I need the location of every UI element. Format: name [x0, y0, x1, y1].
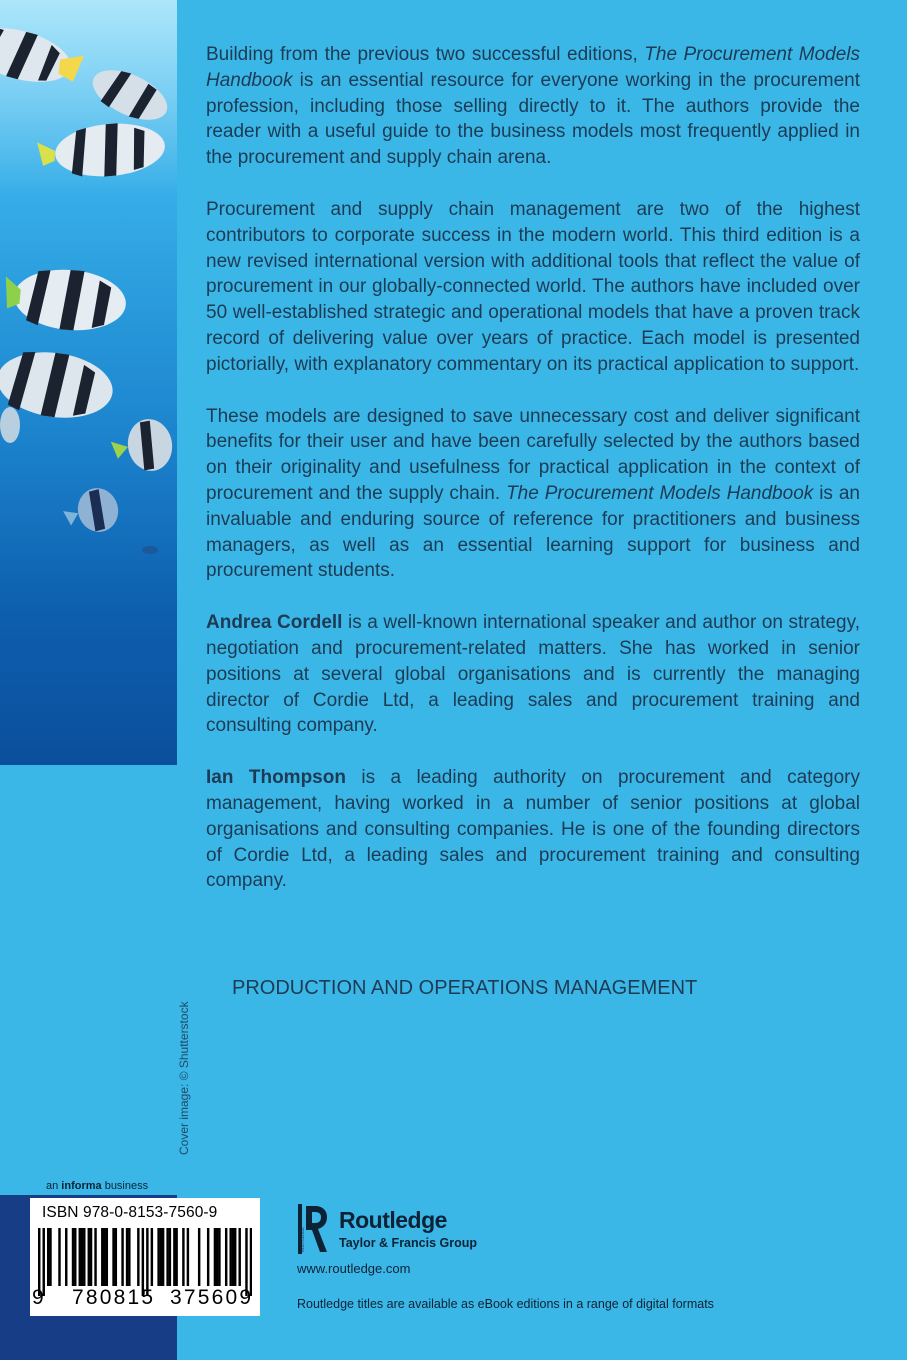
- routledge-logo-icon: [296, 1204, 330, 1254]
- barcode-bar: [169, 1228, 171, 1286]
- publisher-group: Taylor & Francis Group: [339, 1236, 477, 1250]
- barcode-bar: [74, 1228, 76, 1286]
- barcode-bar: [187, 1228, 189, 1286]
- barcode-bar: [115, 1228, 117, 1286]
- isbn-label: ISBN 978-0-8153-7560-9: [42, 1204, 218, 1221]
- barcode-bar: [121, 1228, 123, 1286]
- cover-photo-fish: [0, 0, 177, 765]
- barcode-bar: [216, 1228, 218, 1286]
- barcode-bar: [162, 1228, 164, 1286]
- author-name: Ian Thompson: [206, 767, 346, 789]
- barcode-bar: [65, 1228, 67, 1286]
- informa-tagline: [46, 1180, 148, 1192]
- left-panel: [0, 0, 177, 1360]
- barcode-bar: [198, 1228, 200, 1286]
- ebook-note: Routledge titles are available as eBook editions in a range of digital formats: [297, 1297, 714, 1311]
- barcode-bar: [47, 1228, 49, 1286]
- blurb-paragraph-2: Procurement and supply chain management are two of the highest contributors to corporate success in the modern world. This third edition is a new revised international version with additional tools that reflect the value of procurement in our globally-connected world. The authors have included over 50 well-established strategic and operational models that have a proven track record of delivering value over years of practice. Each model is presented pictorially, with explanatory commentary on its practical application to support.: [206, 198, 860, 375]
- informa-brand: informa: [61, 1180, 102, 1192]
- barcode-digits: [30, 1286, 260, 1312]
- barcode-bar: [103, 1228, 105, 1286]
- barcode-bar: [88, 1228, 90, 1286]
- barcode-bar: [238, 1228, 240, 1286]
- barcode-bar: [106, 1228, 108, 1286]
- barcode-bar: [112, 1228, 114, 1286]
- barcode-bar: [229, 1228, 231, 1286]
- barcode-bar: [126, 1228, 128, 1286]
- barcode-bar: [157, 1228, 159, 1286]
- barcode-bar: [225, 1228, 227, 1286]
- barcode-bar: [72, 1228, 74, 1286]
- publisher-url[interactable]: www.routledge.com: [297, 1261, 411, 1276]
- barcode-bar: [160, 1228, 162, 1286]
- barcode-bar: [79, 1228, 81, 1286]
- fish-7: [59, 484, 123, 540]
- barcode-bar: [81, 1228, 83, 1286]
- fish-4: [2, 264, 129, 334]
- publisher-name: Routledge: [339, 1207, 447, 1233]
- barcode-bar: [182, 1228, 184, 1286]
- blurb-paragraph-1: Building from the previous two successful editions, The Procurement Models Handbook is an essential resource for everyone working in the procurement profession, including those selling directly to it. The authors provide the reader with a useful guide to the business models most frequently applied in the procurement and supply chain arena.: [206, 44, 860, 169]
- barcode-bar: [90, 1228, 92, 1286]
- barcode-digits-left: 780815: [72, 1286, 156, 1309]
- book-title-italic: The Procurement Models Handbook: [206, 44, 860, 91]
- book-title-italic: The Procurement Models Handbook: [506, 482, 814, 504]
- barcode-bar: [151, 1228, 153, 1286]
- barcode-bar: [207, 1228, 209, 1286]
- blurb-paragraph-3: These models are designed to save unnecessary cost and deliver significant benefits for their user and have been carefully selected by the authors based on their originality and usefulness for practical application in the context of procurement and the supply chain. The Procurement Models Handbook is an invaluable and enduring source of reference for practitioners and business managers, as well as an essential learning support for business and procurement students.: [206, 405, 860, 582]
- barcode-bar: [49, 1228, 51, 1286]
- fish-5: [0, 345, 117, 425]
- barcode-bar: [101, 1228, 103, 1286]
- back-cover-blurb: [206, 42, 860, 894]
- barcode-bar: [214, 1228, 216, 1286]
- barcode-bar: [83, 1228, 85, 1286]
- cover-credit-text: Cover image: © Shutterstock: [177, 1001, 191, 1155]
- author-name: Andrea Cordell: [206, 612, 343, 634]
- barcode-bar: [173, 1228, 175, 1286]
- author-bio-1: Andrea Cordell is a well-known international speaker and author on strategy, negotiation and procurement-related matters. She has worked in senior positions at several global organisations and is currently the managing director of Cordie Ltd, a leading sales and procurement training and consulting company.: [206, 612, 860, 737]
- informa-suffix: business: [101, 1180, 149, 1192]
- barcode-bar: [94, 1228, 96, 1286]
- barcode-bar: [166, 1228, 168, 1286]
- barcode-digit-first: 9: [32, 1286, 44, 1309]
- isbn-barcode: [30, 1198, 260, 1316]
- fish-6: [108, 416, 176, 478]
- logo-vertical-text: ROUTLEDGE: [300, 1227, 305, 1252]
- barcode-bar: [234, 1228, 236, 1286]
- informa-prefix: an: [46, 1180, 62, 1192]
- barcode-bar: [218, 1228, 220, 1286]
- barcode-digits-right: 375609: [170, 1286, 254, 1309]
- barcode-bar: [58, 1228, 60, 1286]
- barcode-bar: [175, 1228, 177, 1286]
- barcode-bar: [137, 1228, 139, 1286]
- barcode-bar: [232, 1228, 234, 1286]
- barcode-bar: [128, 1228, 130, 1286]
- subject-category: PRODUCTION AND OPERATIONS MANAGEMENT: [232, 977, 698, 999]
- fish-illustration: [0, 0, 177, 765]
- author-bio-2: Ian Thompson is a leading authority on procurement and category management, having worked in a number of senior positions at global organisations and consulting companies. He is one of the founding directors of Cordie Ltd, a leading sales and procurement training and consulting company.: [206, 767, 860, 892]
